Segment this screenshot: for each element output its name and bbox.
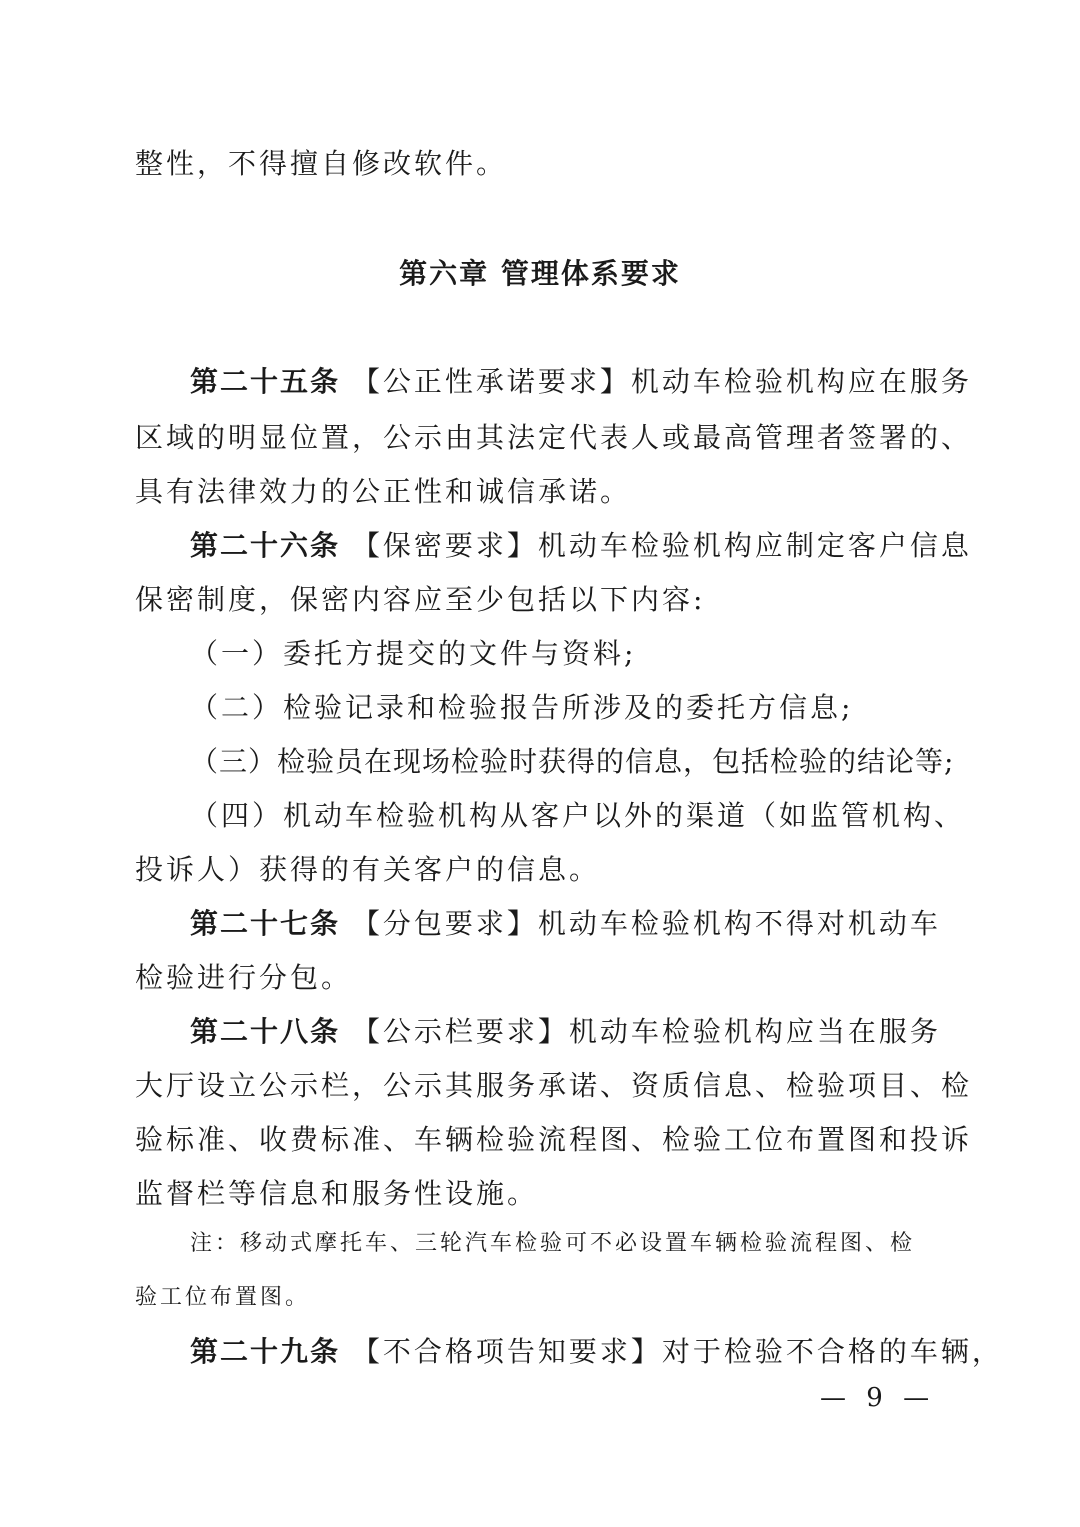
article-28-note-line-2: 验工位布置图。 (135, 1285, 311, 1310)
article-28-heading: 第二十八条 (190, 1015, 341, 1048)
article-27-heading: 第二十七条 (190, 907, 341, 940)
article-27-line-2: 检验进行分包。 (135, 961, 353, 994)
article-28-line-1 (190, 1012, 941, 1052)
article-26-line-2: 保密制度，保密内容应至少包括以下内容: (135, 583, 706, 616)
article-25-line-3: 具有法律效力的公正性和诚信承诺。 (135, 475, 632, 508)
chapter-title: 第六章 管理体系要求 (399, 257, 681, 290)
article-27-text: 【分包要求】机动车检验机构不得对机动车 (351, 907, 941, 940)
article-27-line-1 (190, 904, 941, 944)
article-28-text: 【公示栏要求】机动车检验机构应当在服务 (351, 1015, 941, 1048)
article-26-item-4: （四）机动车检验机构从客户以外的渠道（如监管机构、 (190, 799, 966, 832)
article-26-heading: 第二十六条 (190, 529, 341, 562)
article-26-item-3: （三）检验员在现场检验时获得的信息，包括检验的结论等; (190, 745, 955, 778)
article-28-line-2: 大厅设立公示栏，公示其服务承诺、资质信息、检验项目、检 (135, 1069, 973, 1102)
article-25-line-2: 区域的明显位置，公示由其法定代表人或最高管理者签署的、 (135, 421, 973, 454)
article-29-line-1 (190, 1332, 1003, 1372)
article-28-line-3: 验标准、收费标准、车辆检验流程图、检验工位布置图和投诉 (135, 1123, 973, 1156)
article-26-line-1 (190, 526, 972, 566)
paragraph-line: 整性，不得擅自修改软件。 (135, 147, 508, 180)
article-26-text: 【保密要求】机动车检验机构应制定客户信息 (351, 529, 972, 562)
article-28-line-4: 监督栏等信息和服务性设施。 (135, 1177, 539, 1210)
article-26-item-4-cont: 投诉人）获得的有关客户的信息。 (135, 853, 601, 886)
article-26-item-1: （一）委托方提交的文件与资料; (190, 637, 637, 670)
article-25-heading: 第二十五条 (190, 365, 341, 398)
article-29-text: 【不合格项告知要求】对于检验不合格的车辆， (351, 1335, 1003, 1368)
article-26-item-2: （二）检验记录和检验报告所涉及的委托方信息; (190, 691, 854, 724)
article-28-note-line-1: 注：移动式摩托车、三轮汽车检验可不必设置车辆检验流程图、检 (190, 1231, 916, 1256)
article-25-text: 【公正性承诺要求】机动车检验机构应在服务 (351, 365, 972, 398)
article-29-heading: 第二十九条 (190, 1335, 341, 1368)
page-number: — 9 — (820, 1383, 936, 1413)
article-25-line-1 (190, 362, 972, 402)
